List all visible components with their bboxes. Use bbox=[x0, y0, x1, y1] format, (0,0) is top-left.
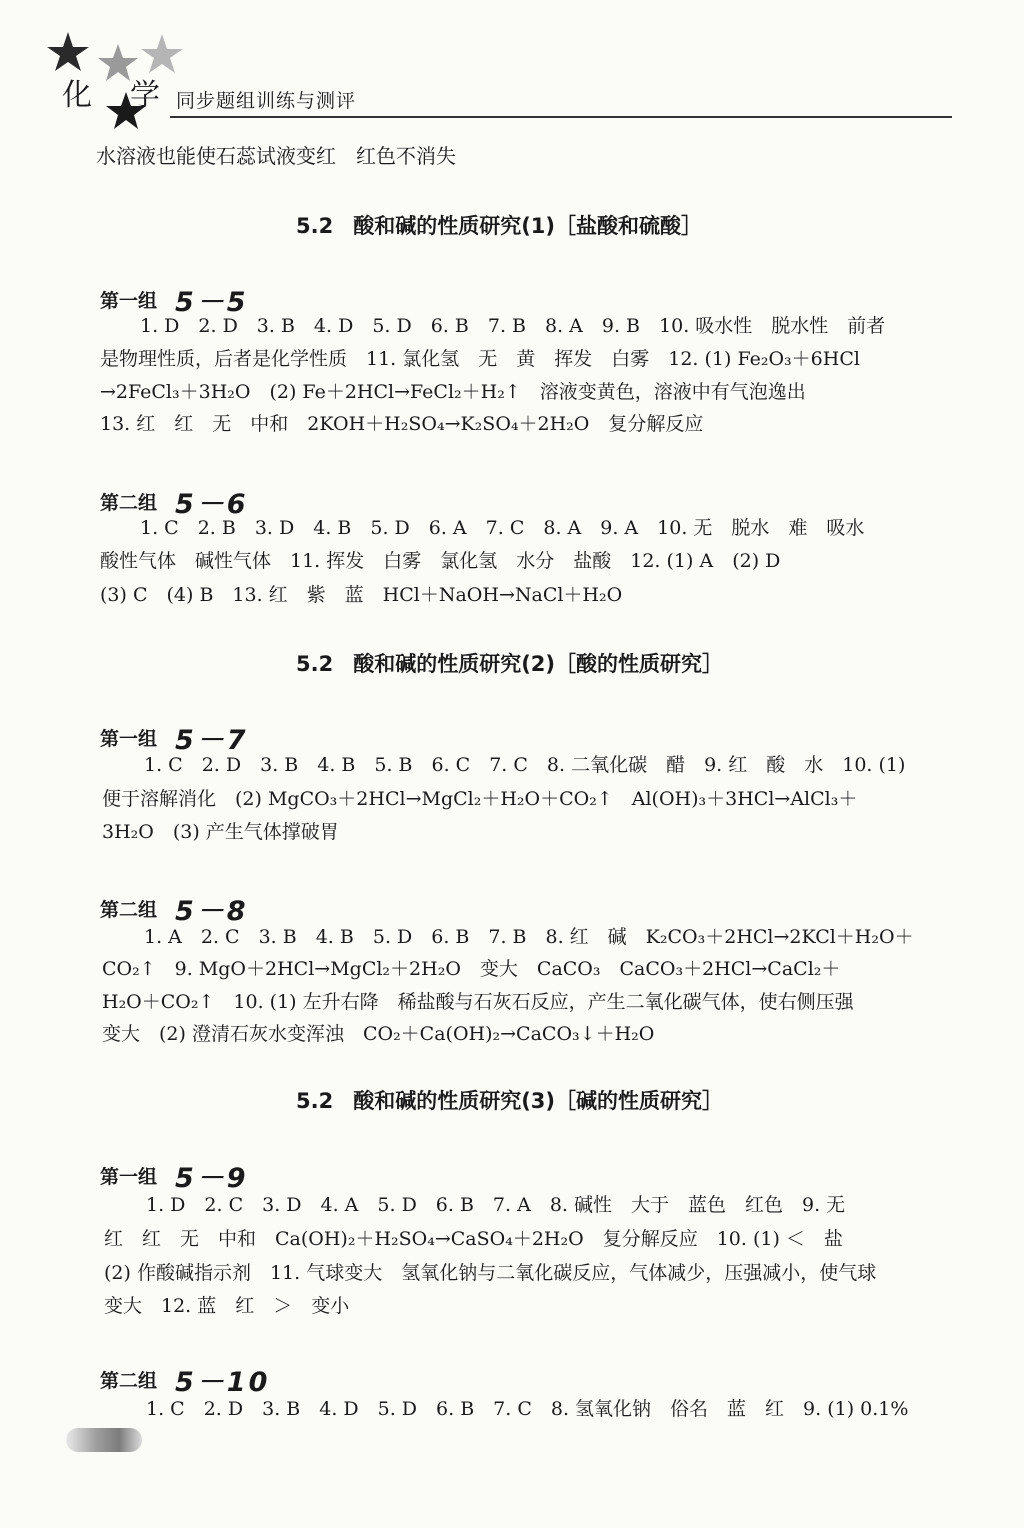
group-heading bbox=[100, 718, 249, 757]
group-page-ref: 5－9 bbox=[175, 1163, 249, 1194]
group-label: 第一组 bbox=[100, 728, 158, 750]
page-header bbox=[0, 0, 1024, 140]
answer-line: 变大 12. 蓝 红 ＞ 变小 bbox=[104, 1295, 350, 1317]
answer-line: H₂O＋CO₂↑ 10. (1) 左升右降 稀盐酸与石灰石反应，产生二氧化碳气体，使右侧压强 bbox=[102, 991, 854, 1013]
group-page-ref: 5－7 bbox=[175, 725, 249, 756]
answer-line: 1. C 2. D 3. B 4. D 5. D 6. B 7. C 8. 氢氧化钠 俗名 蓝 红 9. (1) 0.1% bbox=[146, 1398, 909, 1420]
answer-line: (3) C (4) B 13. 红 紫 蓝 HCl＋NaOH→NaCl＋H₂O bbox=[100, 584, 623, 606]
group-label: 第二组 bbox=[100, 492, 158, 514]
page-number-badge bbox=[66, 1428, 142, 1452]
answer-line: →2FeCl₃＋3H₂O (2) Fe＋2HCl→FeCl₂＋H₂↑ 溶液变黄色，溶液中有气泡逸出 bbox=[100, 381, 806, 403]
group-page-ref: 5－10 bbox=[175, 1367, 271, 1398]
subject-char-2: 学 bbox=[130, 78, 164, 113]
answer-line: 变大 (2) 澄清石灰水变浑浊 CO₂＋Ca(OH)₂→CaCO₃↓＋H₂O bbox=[102, 1023, 655, 1045]
answer-line: 3H₂O (3) 产生气体撑破胃 bbox=[102, 821, 339, 843]
group-heading bbox=[100, 889, 249, 928]
series-title: 同步题组训练与测评 bbox=[176, 90, 357, 112]
answer-line: 13. 红 红 无 中和 2KOH＋H₂SO₄→K₂SO₄＋2H₂O 复分解反应 bbox=[100, 413, 704, 435]
answer-line: 1. C 2. D 3. B 4. B 5. B 6. C 7. C 8. 二氧化碳 醋 9. 红 酸 水 10. (1) bbox=[144, 754, 906, 776]
answer-line: 1. D 2. C 3. D 4. A 5. D 6. B 7. A 8. 碱性 大于 蓝色 红色 9. 无 bbox=[146, 1194, 846, 1216]
group-page-ref: 5－5 bbox=[175, 287, 249, 318]
section-heading bbox=[296, 1085, 723, 1115]
subject-title bbox=[62, 70, 164, 114]
group-label: 第一组 bbox=[100, 1166, 158, 1188]
section-heading bbox=[296, 210, 702, 240]
answer-line: 便于溶解消化 (2) MgCO₃＋2HCl→MgCl₂＋H₂O＋CO₂↑ Al(OH)₃＋3HCl→AlCl₃＋ bbox=[102, 788, 858, 810]
section-title: 酸和碱的性质研究(3)［碱的性质研究］ bbox=[353, 1089, 724, 1113]
group-heading bbox=[100, 1156, 249, 1195]
group-heading bbox=[100, 1360, 270, 1399]
answer-line: 1. D 2. D 3. B 4. D 5. D 6. B 7. B 8. A 9. B 10. 吸水性 脱水性 前者 bbox=[140, 315, 886, 337]
answer-line: 是物理性质，后者是化学性质 11. 氯化氢 无 黄 挥发 白雾 12. (1) Fe₂O₃＋6HCl bbox=[100, 348, 860, 370]
section-number: 5.2 bbox=[296, 1089, 334, 1113]
section-title: 酸和碱的性质研究(2)［酸的性质研究］ bbox=[353, 652, 724, 676]
answer-line: CO₂↑ 9. MgO＋2HCl→MgCl₂＋2H₂O 变大 CaCO₃ CaCO₃＋2HCl→CaCl₂＋ bbox=[102, 958, 841, 980]
section-number: 5.2 bbox=[296, 652, 334, 676]
answer-line: 1. C 2. B 3. D 4. B 5. D 6. A 7. C 8. A 9. A 10. 无 脱水 难 吸水 bbox=[140, 517, 865, 539]
group-page-ref: 5－6 bbox=[175, 489, 249, 520]
group-label: 第二组 bbox=[100, 1370, 158, 1392]
header-rule bbox=[170, 116, 952, 118]
answer-line: 红 红 无 中和 Ca(OH)₂＋H₂SO₄→CaSO₄＋2H₂O 复分解反应 10. (1) ＜ 盐 bbox=[104, 1228, 843, 1250]
section-heading bbox=[296, 648, 723, 678]
group-label: 第一组 bbox=[100, 290, 158, 312]
answer-line: 1. A 2. C 3. B 4. B 5. D 6. B 7. B 8. 红 碱 K₂CO₃＋2HCl→2KCl＋H₂O＋ bbox=[144, 926, 914, 948]
answer-line: 酸性气体 碱性气体 11. 挥发 白雾 氯化氢 水分 盐酸 12. (1) A (2) D bbox=[100, 550, 781, 572]
group-label: 第二组 bbox=[100, 899, 158, 921]
group-page-ref: 5－8 bbox=[175, 896, 249, 927]
answer-line: (2) 作酸碱指示剂 11. 气球变大 氢氧化钠与二氧化碳反应，气体减少，压强减小，使气球 bbox=[104, 1262, 877, 1284]
section-number: 5.2 bbox=[296, 214, 334, 238]
subject-char-1: 化 bbox=[62, 78, 96, 113]
intro-line: 水溶液也能使石蕊试液变红 红色不消失 bbox=[96, 144, 456, 168]
section-title: 酸和碱的性质研究(1)［盐酸和硫酸］ bbox=[353, 214, 703, 238]
